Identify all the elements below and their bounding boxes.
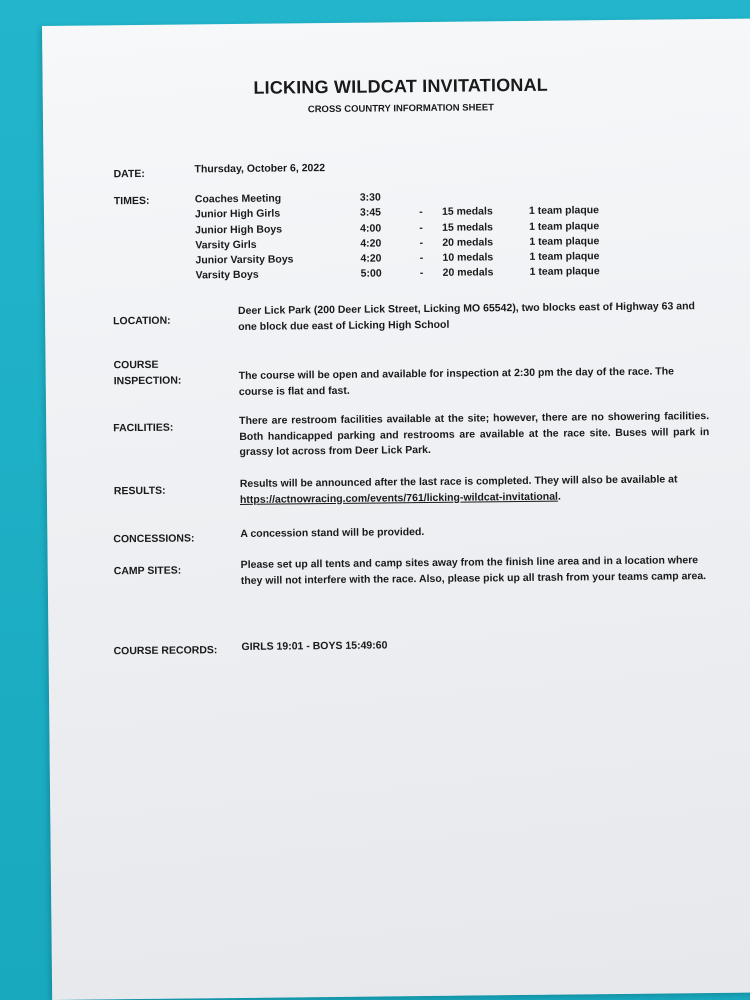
page-subtitle: CROSS COUNTRY INFORMATION SHEET: [307, 102, 495, 116]
event-name: Varsity Boys: [195, 269, 259, 282]
event-time: 4:00: [360, 222, 382, 235]
course-records-text: GIRLS 19:01 - BOYS 15:49:60: [241, 639, 388, 653]
camp-sites-text: Please set up all tents and camp sites away from the finish line area and in a location where they will not interfere with the race. Also, please pick up all trash from your teams camp area.: [240, 554, 707, 587]
event-dash: -: [419, 252, 424, 265]
event-plaque: 1 team plaque: [528, 204, 600, 218]
results-text-after: .: [557, 490, 561, 503]
results-text-before: Results will be announced after the last race is completed. They will also be available at: [239, 473, 678, 490]
times-table: [195, 189, 620, 285]
date-value: Thursday, October 6, 2022: [194, 162, 326, 176]
event-name: Varsity Girls: [195, 238, 257, 252]
event-name: Junior High Boys: [195, 223, 283, 237]
event-time: 3:30: [359, 191, 381, 204]
times-label: TIMES:: [113, 194, 150, 208]
event-plaque: 1 team plaque: [529, 219, 600, 233]
event-medals: 15 medals: [441, 205, 493, 219]
course-inspection-label-2: INSPECTION:: [113, 374, 182, 388]
results-text: [240, 472, 710, 508]
event-time: 5:00: [360, 267, 382, 281]
event-plaque: 1 team plaque: [529, 250, 600, 264]
facilities-label: FACILITIES:: [113, 421, 174, 435]
date-label: DATE:: [113, 167, 145, 181]
page-title: LICKING WILDCAT INVITATIONAL: [253, 74, 549, 98]
event-plaque: 1 team plaque: [529, 265, 600, 279]
event-medals: 10 medals: [442, 251, 494, 265]
event-time: 4:20: [360, 237, 382, 250]
course-inspection-label-1: COURSE: [113, 358, 159, 372]
event-name: Junior Varsity Boys: [195, 253, 294, 267]
results-label: RESULTS:: [113, 484, 166, 498]
course-inspection-text: The course will be open and available for inspection at 2:30 pm the day of the race. The course is flat and fast.: [238, 365, 674, 398]
event-name: Junior High Girls: [194, 207, 281, 221]
results-link[interactable]: https://actnowracing.com/events/761/licking-wildcat-invitational: [239, 490, 558, 506]
camp-sites-label: CAMP SITES:: [113, 564, 182, 578]
event-dash: -: [419, 206, 423, 219]
location-label: LOCATION:: [113, 314, 171, 328]
event-medals: 20 medals: [442, 266, 494, 280]
concessions-text: A concession stand will be provided.: [240, 526, 425, 540]
event-name: Coaches Meeting: [194, 192, 282, 206]
event-dash: -: [419, 267, 424, 280]
location-text: Deer Lick Park (200 Deer Lick Street, Licking MO 65542), two blocks east of Highway 63 and one block due east of Licking High School: [237, 300, 695, 333]
event-time: 3:45: [359, 206, 382, 219]
event-dash: -: [419, 221, 423, 234]
concessions-label: CONCESSIONS:: [113, 532, 195, 546]
event-dash: [400, 191, 442, 207]
event-plaque: 1 team plaque: [529, 235, 600, 248]
course-records-label: COURSE RECORDS:: [113, 644, 218, 658]
event-time: 4:20: [360, 252, 382, 265]
event-dash: -: [419, 236, 424, 249]
facilities-text: There are restroom facilities available at the site; however, there are no showering facilities. Both handicapped parking and restrooms are available at the race site. Buses will park in grassy lot across from Deer Lick Park.: [239, 410, 710, 458]
event-medals: [442, 190, 529, 206]
information-sheet: [42, 19, 750, 1000]
event-plaque: [529, 189, 619, 205]
event-medals: 20 medals: [442, 236, 494, 249]
event-medals: 15 medals: [442, 220, 493, 234]
